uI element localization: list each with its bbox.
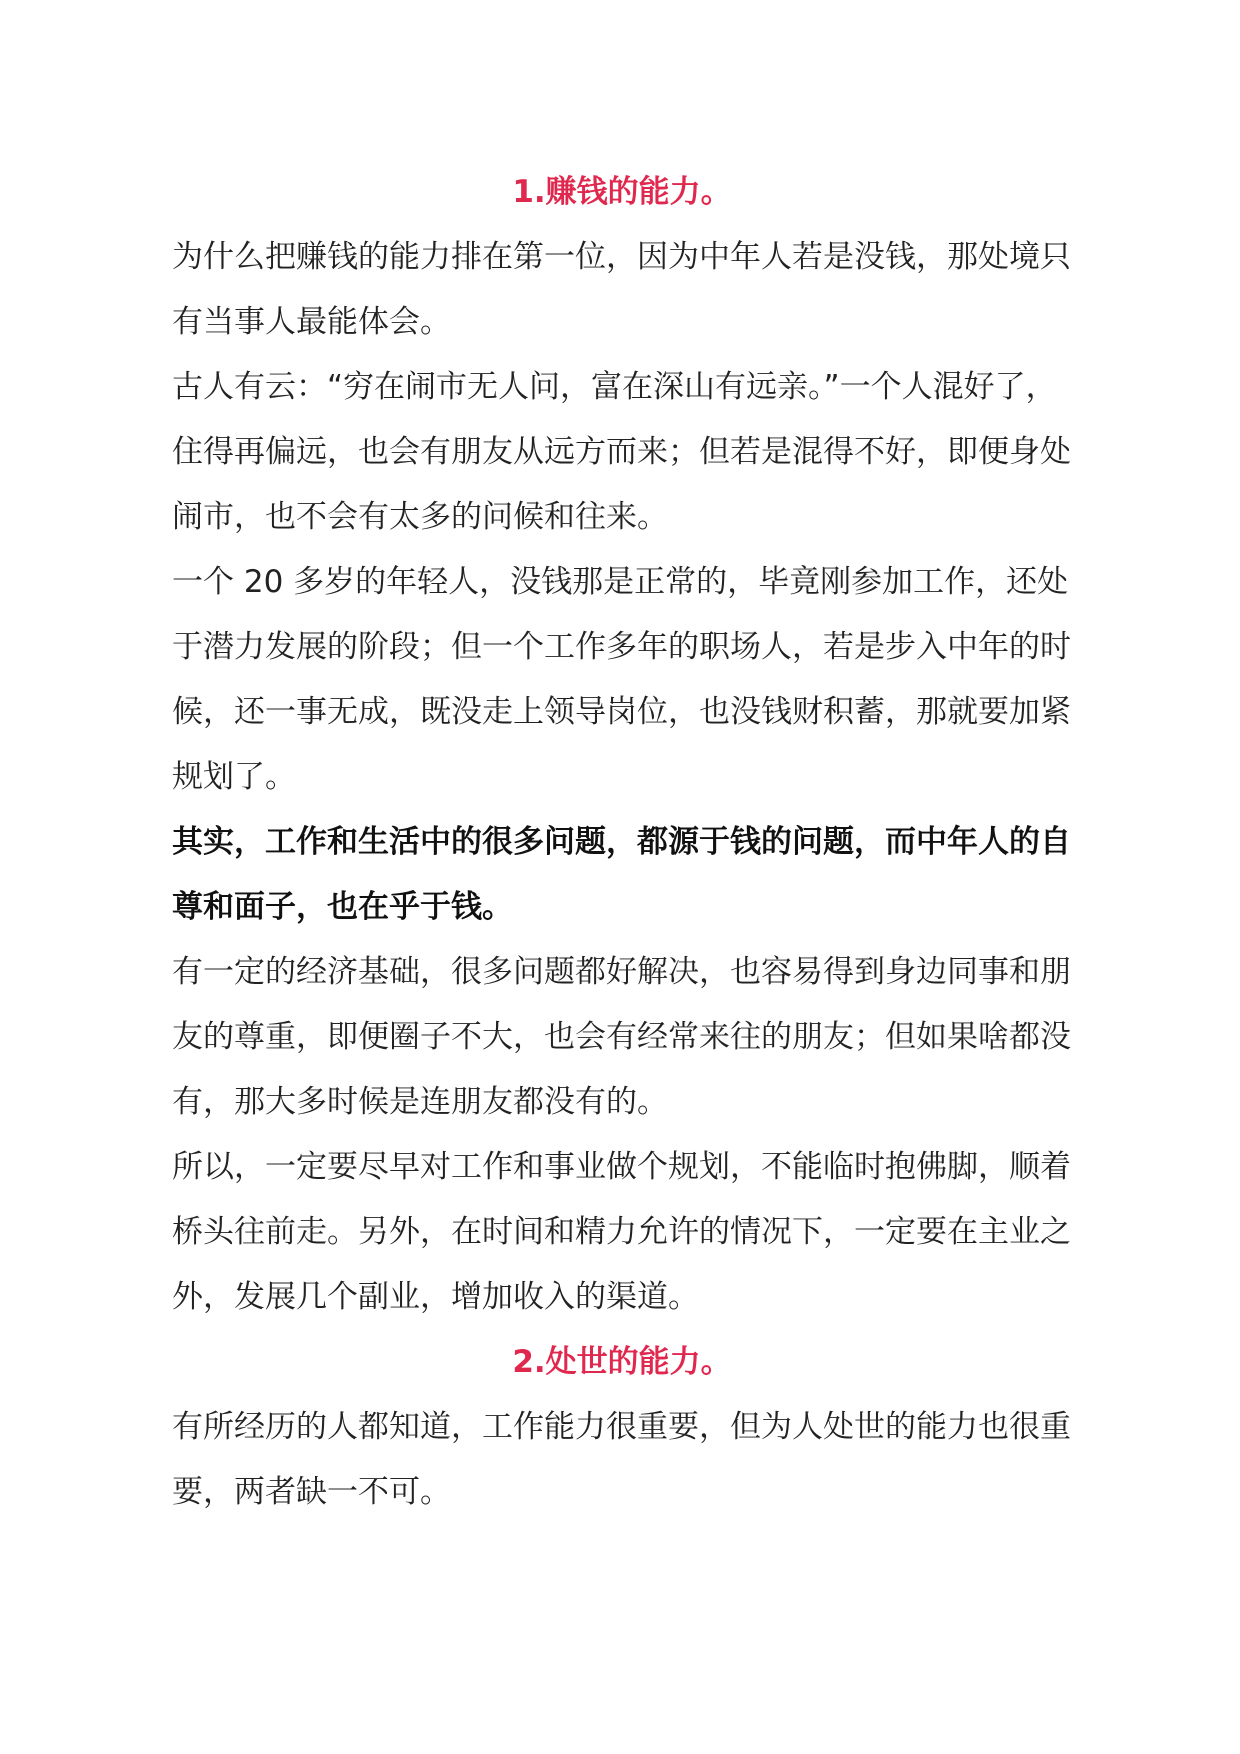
section-heading-2: 2.处世的能力。 [512,1344,732,1380]
paragraph-line: 住得再偏远，也会有朋友从远方而来；但若是混得不好，即便身处 [172,434,1071,470]
paragraph-line: 所以，一定要尽早对工作和事业做个规划，不能临时抱佛脚，顺着 [172,1149,1071,1185]
paragraph-line: 有一定的经济基础，很多问题都好解决，也容易得到身边同事和朋 [172,954,1071,990]
paragraph-line: 有当事人最能体会。 [172,304,451,340]
paragraph-3 [172,550,1072,810]
bold-paragraph-line: 其实，工作和生活中的很多问题，都源于钱的问题，而中年人的自 [172,824,1071,860]
document-page [172,160,1072,1525]
paragraph-line: 闹市，也不会有太多的问候和往来。 [172,499,668,535]
paragraph-line: 一个 20 多岁的年轻人，没钱那是正常的，毕竟刚参加工作，还处 [172,564,1069,600]
paragraph-7 [172,1395,1072,1525]
paragraph-6 [172,1135,1072,1330]
paragraph-4-bold [172,810,1072,940]
paragraph-line: 有所经历的人都知道，工作能力很重要，但为人处世的能力也很重 [172,1409,1071,1445]
paragraph-line: 为什么把赚钱的能力排在第一位，因为中年人若是没钱，那处境只 [172,239,1071,275]
paragraph-line: 友的尊重，即便圈子不大，也会有经常来往的朋友；但如果啥都没 [172,1019,1071,1055]
paragraph-5 [172,940,1072,1135]
paragraph-line: 有，那大多时候是连朋友都没有的。 [172,1084,668,1120]
paragraph-line: 外，发展几个副业，增加收入的渠道。 [172,1279,699,1315]
paragraph-2 [172,355,1072,550]
bold-paragraph-line: 尊和面子，也在乎于钱。 [172,889,513,925]
paragraph-line: 古人有云：“穷在闹市无人问，富在深山有远亲。”一个人混好了， [172,369,1057,405]
paragraph-line: 候，还一事无成，既没走上领导岗位，也没钱财积蓄，那就要加紧 [172,694,1071,730]
section-heading-1: 1.赚钱的能力。 [512,174,732,210]
paragraph-line: 于潜力发展的阶段；但一个工作多年的职场人，若是步入中年的时 [172,629,1071,665]
paragraph-line: 规划了。 [172,759,296,795]
paragraph-line: 桥头往前走。另外，在时间和精力允许的情况下，一定要在主业之 [172,1214,1071,1250]
paragraph-line: 要，两者缺一不可。 [172,1474,451,1510]
paragraph-1 [172,225,1072,355]
